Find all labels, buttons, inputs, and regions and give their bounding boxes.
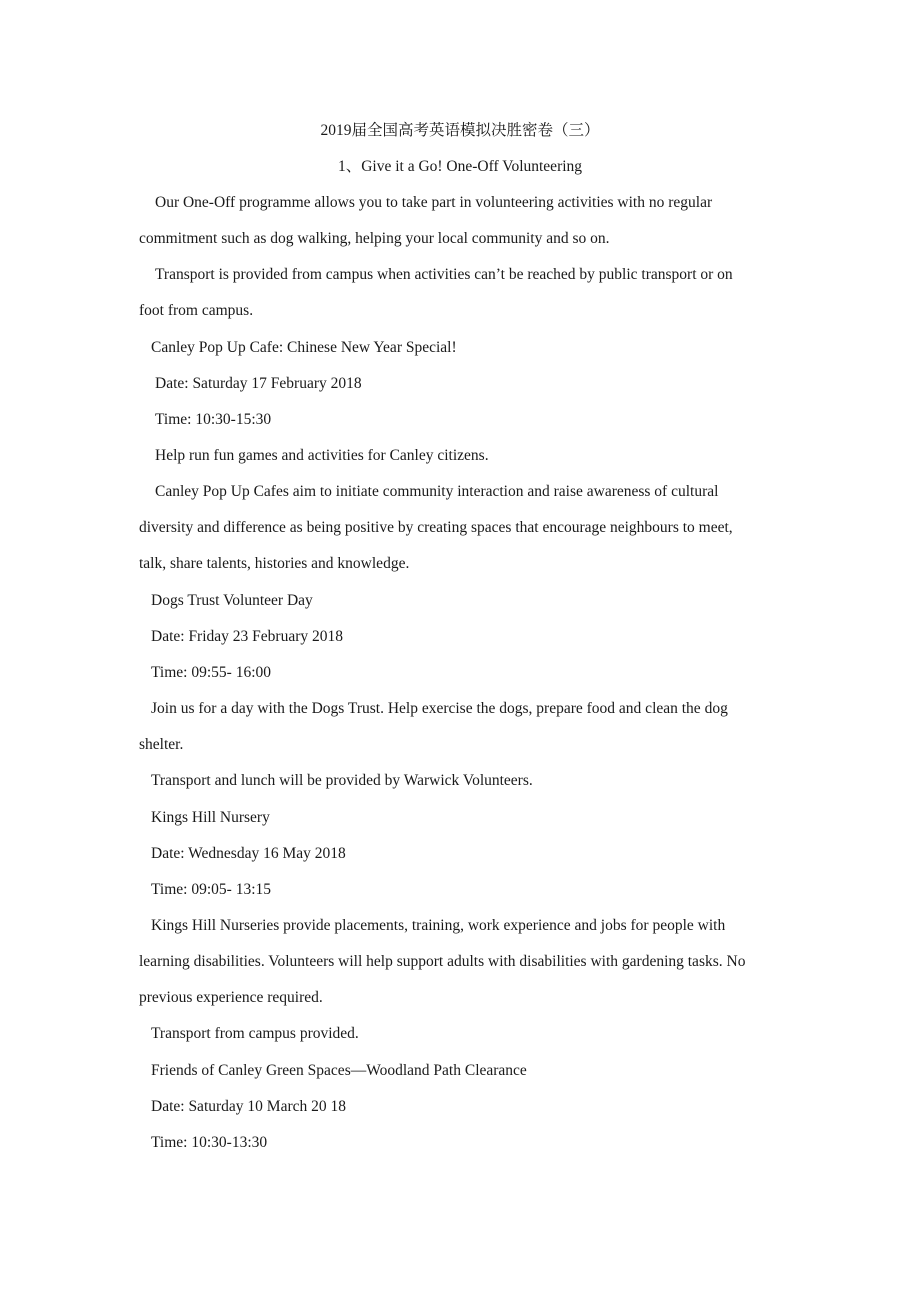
event-time: Time: 09:05- 13:15 <box>151 881 271 898</box>
event-description: diversity and difference as being positive by creating spaces that encourage neighbours to meet, <box>139 519 733 536</box>
event-description: Canley Pop Up Cafes aim to initiate community interaction and raise awareness of cultural <box>155 483 719 500</box>
intro-line: commitment such as dog walking, helping your local community and so on. <box>139 230 610 247</box>
event-name: Dogs Trust Volunteer Day <box>151 592 313 609</box>
intro-line: foot from campus. <box>139 302 254 319</box>
event-description: Kings Hill Nurseries provide placements, training, work experience and jobs for people with <box>151 917 726 934</box>
event-time: Time: 09:55- 16:00 <box>151 664 271 681</box>
event-description: shelter. <box>139 736 184 753</box>
event-name: Kings Hill Nursery <box>151 809 270 826</box>
event-date: Date: Saturday 10 March 20 18 <box>151 1098 346 1115</box>
event-date: Date: Saturday 17 February 2018 <box>155 375 362 392</box>
event-date: Date: Wednesday 16 May 2018 <box>151 845 346 862</box>
event-name: Friends of Canley Green Spaces—Woodland Path Clearance <box>151 1062 527 1079</box>
event-description: Transport from campus provided. <box>151 1025 359 1042</box>
event-description: Help run fun games and activities for Canley citizens. <box>155 447 489 464</box>
event-time: Time: 10:30-15:30 <box>155 411 272 428</box>
event-date: Date: Friday 23 February 2018 <box>151 628 343 645</box>
passage-heading: 1、Give it a Go! One-Off Volunteering <box>337 158 583 175</box>
intro-line: Our One-Off programme allows you to take part in volunteering activities with no regular <box>155 194 713 211</box>
event-description: talk, share talents, histories and knowledge. <box>139 555 410 572</box>
event-description: Join us for a day with the Dogs Trust. Help exercise the dogs, prepare food and clean the dog <box>151 700 728 717</box>
event-description: Transport and lunch will be provided by Warwick Volunteers. <box>151 772 533 789</box>
intro-line: Transport is provided from campus when activities can’t be reached by public transport or on <box>155 266 733 283</box>
document-title: 2019届全国高考英语模拟决胜密卷（三） <box>320 122 600 139</box>
event-description: previous experience required. <box>139 989 323 1006</box>
event-description: learning disabilities. Volunteers will help support adults with disabilities with gardening tasks. No <box>139 953 746 970</box>
event-name: Canley Pop Up Cafe: Chinese New Year Special! <box>151 339 457 356</box>
event-time: Time: 10:30-13:30 <box>151 1134 268 1151</box>
